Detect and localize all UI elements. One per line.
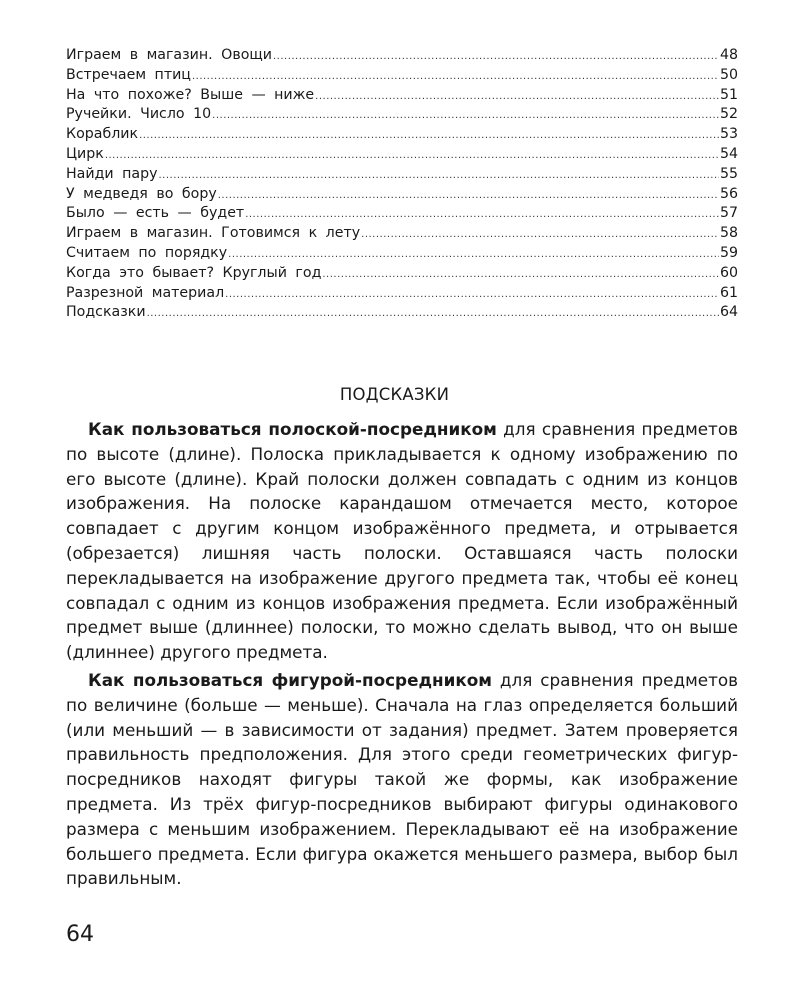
paragraph-text: для сравнения предметов по высоте (длине). Полоска прикладывается к одному изображению по его высоте (длине). Край полоски должен совпадать с одним из концов изображения. На полоске карандашом отмечается место, которое совпадает с другим концом изображённого предмета, и отрывается (обрезается) лишняя часть полоски. Оставшаяся часть полоски перекладывается на изображение другого предмета так, чтобы её конец совпадал с одним из концов изображения предмета. Если изображённый предмет выше (длиннее) полоски, то можно сделать вывод, что он выше (длиннее) другого предмета. — [66, 419, 738, 663]
toc-entry-page: 50 — [719, 66, 738, 83]
hint-paragraph-strip — [66, 417, 738, 665]
toc-entry[interactable] — [66, 264, 738, 284]
toc-dot-leader — [147, 304, 719, 324]
toc-dot-leader — [361, 225, 719, 245]
toc-entry-page: 58 — [719, 225, 738, 242]
toc-entry-page: 51 — [719, 86, 738, 103]
toc-entry-page: 52 — [719, 106, 738, 123]
paragraph-lead: Как пользоваться полоской-посредником — [88, 419, 497, 439]
toc-entry-page: 57 — [719, 205, 738, 222]
toc-dot-leader — [105, 146, 719, 166]
toc-entry[interactable] — [66, 224, 738, 244]
toc-entry-page: 59 — [719, 244, 738, 261]
toc-entry-title: Разрезной материал — [66, 284, 225, 301]
toc-dot-leader — [245, 205, 719, 225]
toc-entry-page: 60 — [719, 264, 738, 281]
toc-dot-leader — [315, 87, 719, 107]
page-number: 64 — [66, 922, 94, 947]
toc-dot-leader — [139, 126, 719, 146]
toc-entry[interactable] — [66, 46, 738, 66]
toc-entry-title: Играем в магазин. Овощи — [66, 47, 272, 63]
toc-entry-page: 54 — [719, 145, 738, 162]
toc-entry-title: Подсказки — [66, 304, 146, 321]
toc-entry[interactable] — [66, 244, 738, 264]
toc-entry[interactable] — [66, 303, 738, 323]
toc-entry-page: 53 — [719, 126, 738, 143]
section-title: ПОДСКАЗКИ — [339, 385, 450, 404]
toc-entry-title: Было — есть — будет — [66, 205, 245, 222]
toc-entry-title: Играем в магазин. Готовимся к лету — [66, 225, 361, 242]
paragraph-lead: Как пользоваться фигурой-посредником — [88, 670, 492, 690]
toc-entry-title: Встречаем птиц — [66, 66, 191, 83]
toc-entry-title: Кораблик — [66, 126, 139, 143]
table-of-contents — [66, 46, 738, 323]
toc-entry-title: Цирк — [66, 145, 104, 162]
toc-dot-leader — [218, 186, 719, 206]
toc-entry-page: 64 — [719, 304, 738, 321]
toc-entry-page: 55 — [719, 165, 738, 182]
toc-dot-leader — [225, 285, 719, 305]
toc-entry-page: 56 — [719, 185, 738, 202]
toc-entry-title: Считаем по порядку — [66, 244, 228, 261]
toc-dot-leader — [192, 67, 719, 87]
toc-entry[interactable] — [66, 165, 738, 185]
toc-entry[interactable] — [66, 86, 738, 106]
toc-entry[interactable] — [66, 145, 738, 165]
toc-dot-leader — [273, 47, 719, 67]
toc-entry-page: 48 — [719, 47, 738, 63]
toc-entry-title: Найди пару — [66, 165, 158, 182]
toc-entry[interactable] — [66, 66, 738, 86]
toc-entry-title: У медведя во бору — [66, 185, 217, 202]
toc-entry[interactable] — [66, 185, 738, 205]
toc-entry[interactable] — [66, 105, 738, 125]
toc-dot-leader — [228, 245, 719, 265]
toc-entry[interactable] — [66, 125, 738, 145]
toc-dot-leader — [322, 265, 719, 285]
toc-entry-title: Когда это бывает? Круглый год — [66, 264, 322, 281]
toc-dot-leader — [159, 166, 719, 186]
toc-entry[interactable] — [66, 284, 738, 304]
toc-dot-leader — [212, 106, 719, 126]
toc-entry[interactable] — [66, 204, 738, 224]
toc-entry-title: Ручейки. Число 10 — [66, 106, 212, 123]
hint-paragraph-figure — [66, 668, 738, 891]
paragraph-text: для сравнения предметов по величине (больше — меньше). Сначала на глаз определяется больший (или меньший — в зависимости от задания) предмет. Затем проверяется правильность предположения. Для этого среди геометрических фигур-посредников находят фигуры такой же формы, как изображение предмета. Из трёх фигур-посредников выбирают фигуры одинакового размера с меньшим изображением. Перекладывают её на изображение большего предмета. Если фигура окажется меньшего размера, выбор был правильным. — [66, 670, 738, 889]
toc-entry-title: На что похоже? Выше — ниже — [66, 86, 315, 103]
toc-entry-page: 61 — [719, 284, 738, 301]
